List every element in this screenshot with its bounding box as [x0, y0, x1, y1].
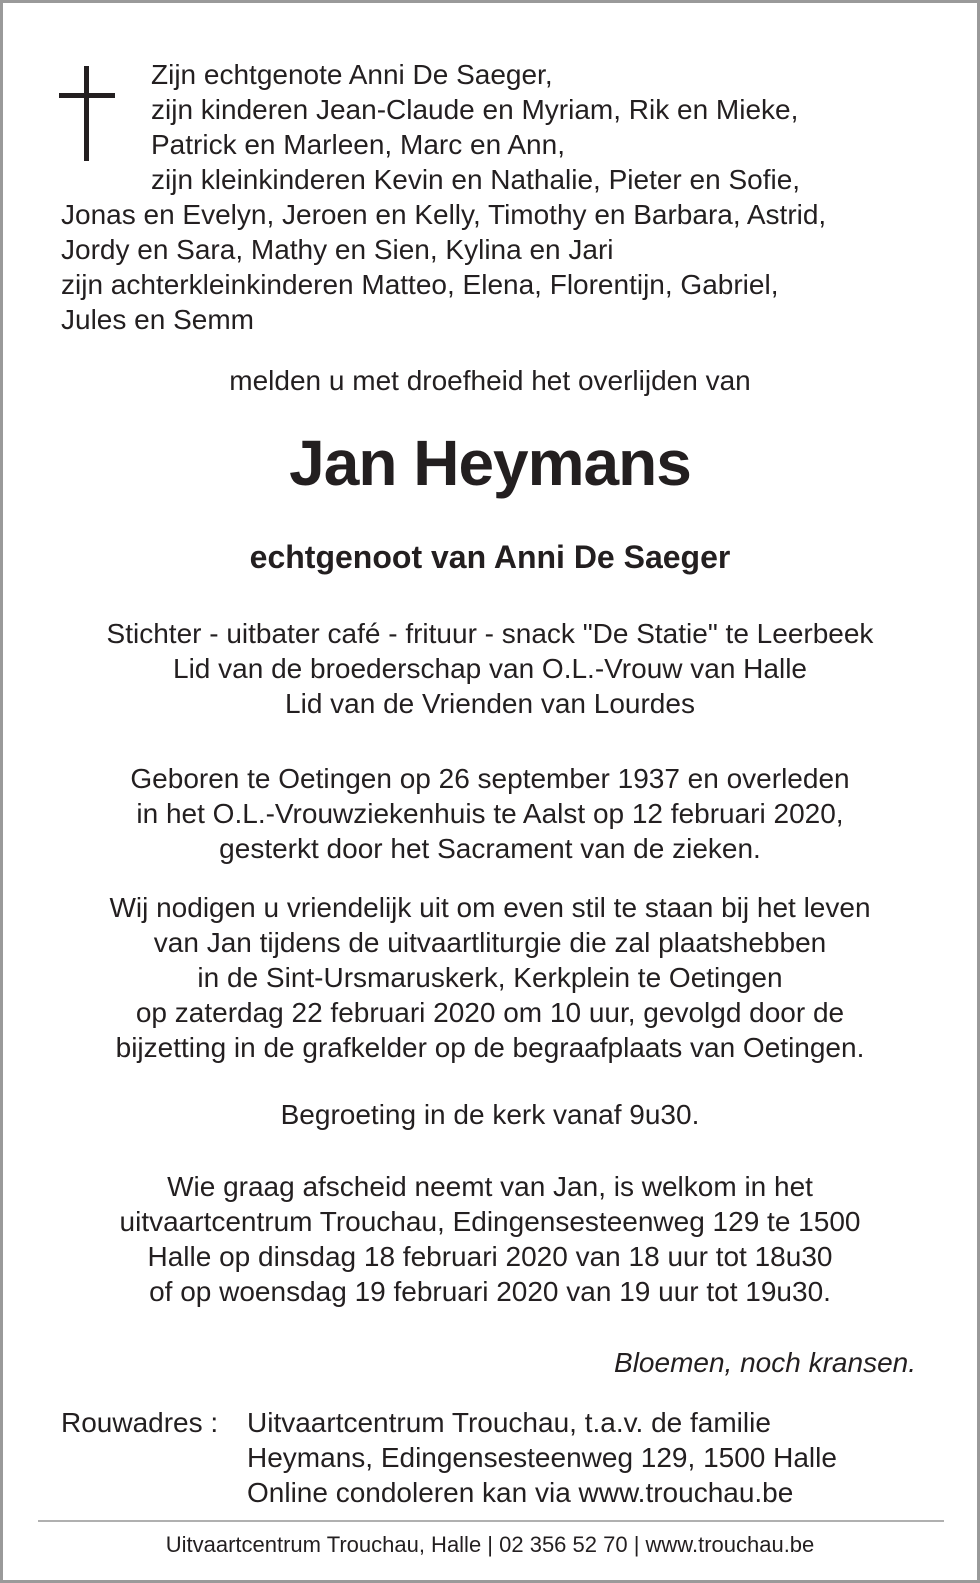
- flowers-note: Bloemen, noch kransen.: [614, 1347, 916, 1378]
- family-line: zijn kinderen Jean-Claude en Myriam, Rik en Mieke,: [151, 94, 799, 125]
- family-line: zijn achterkleinkinderen Matteo, Elena, Florentijn, Gabriel,: [61, 269, 779, 300]
- ceremony-line: in de Sint-Ursmaruskerk, Kerkplein te Oetingen: [197, 962, 783, 993]
- farewell-line: uitvaartcentrum Trouchau, Edingensesteenweg 129 te 1500: [119, 1206, 861, 1237]
- family-line: zijn kleinkinderen Kevin en Nathalie, Pieter en Sofie,: [151, 164, 801, 195]
- family-line: Jonas en Evelyn, Jeroen en Kelly, Timothy en Barbara, Astrid,: [61, 199, 827, 230]
- cross-icon: [59, 66, 115, 161]
- family-line: Jules en Semm: [61, 304, 254, 335]
- family-line: Zijn echtgenote Anni De Saeger,: [151, 59, 553, 90]
- footer: Uitvaartcentrum Trouchau, Halle | 02 356 52 70 | www.trouchau.be: [165, 1532, 815, 1557]
- birth-death-line: in het O.L.-Vrouwziekenhuis te Aalst op 12 februari 2020,: [136, 798, 844, 829]
- role-line: Stichter - uitbater café - frituur - snack "De Statie" te Leerbeek: [106, 618, 874, 649]
- deceased-name: Jan Heymans: [289, 427, 691, 499]
- farewell-line: Halle op dinsdag 18 februari 2020 van 18 uur tot 18u30: [147, 1241, 833, 1272]
- ceremony-line: Wij nodigen u vriendelijk uit om even stil te staan bij het leven: [109, 892, 871, 923]
- role-line: Lid van de broederschap van O.L.-Vrouw van Halle: [173, 653, 807, 684]
- ceremony-line: van Jan tijdens de uitvaartliturgie die zal plaatshebben: [153, 927, 827, 958]
- family-line: Patrick en Marleen, Marc en Ann,: [151, 129, 565, 160]
- ceremony-line: op zaterdag 22 februari 2020 om 10 uur, gevolgd door de: [135, 997, 845, 1028]
- family-line: Jordy en Sara, Mathy en Sien, Kylina en Jari: [61, 234, 614, 265]
- announcement: melden u met droefheid het overlijden van: [229, 365, 751, 396]
- address-line: Online condoleren kan via www.trouchau.be: [247, 1477, 794, 1508]
- address-line: Uitvaartcentrum Trouchau, t.a.v. de familie: [247, 1407, 771, 1438]
- farewell-line: of op woensdag 19 februari 2020 van 19 uur tot 19u30.: [149, 1276, 831, 1307]
- birth-death-line: Geboren te Oetingen op 26 september 1937 en overleden: [130, 763, 850, 794]
- farewell-line: Wie graag afscheid neemt van Jan, is welkom in het: [167, 1171, 813, 1202]
- greeting-line: Begroeting in de kerk vanaf 9u30.: [280, 1099, 700, 1130]
- birth-death-line: gesterkt door het Sacrament van de zieken.: [219, 833, 761, 864]
- spouse-line: echtgenoot van Anni De Saeger: [249, 539, 731, 575]
- address-line: Heymans, Edingensesteenweg 129, 1500 Halle: [247, 1442, 837, 1473]
- role-line: Lid van de Vrienden van Lourdes: [285, 688, 695, 719]
- divider: [38, 1520, 944, 1522]
- address-label: Rouwadres :: [61, 1407, 219, 1438]
- ceremony-line: bijzetting in de grafkelder op de begraafplaats van Oetingen.: [115, 1032, 865, 1063]
